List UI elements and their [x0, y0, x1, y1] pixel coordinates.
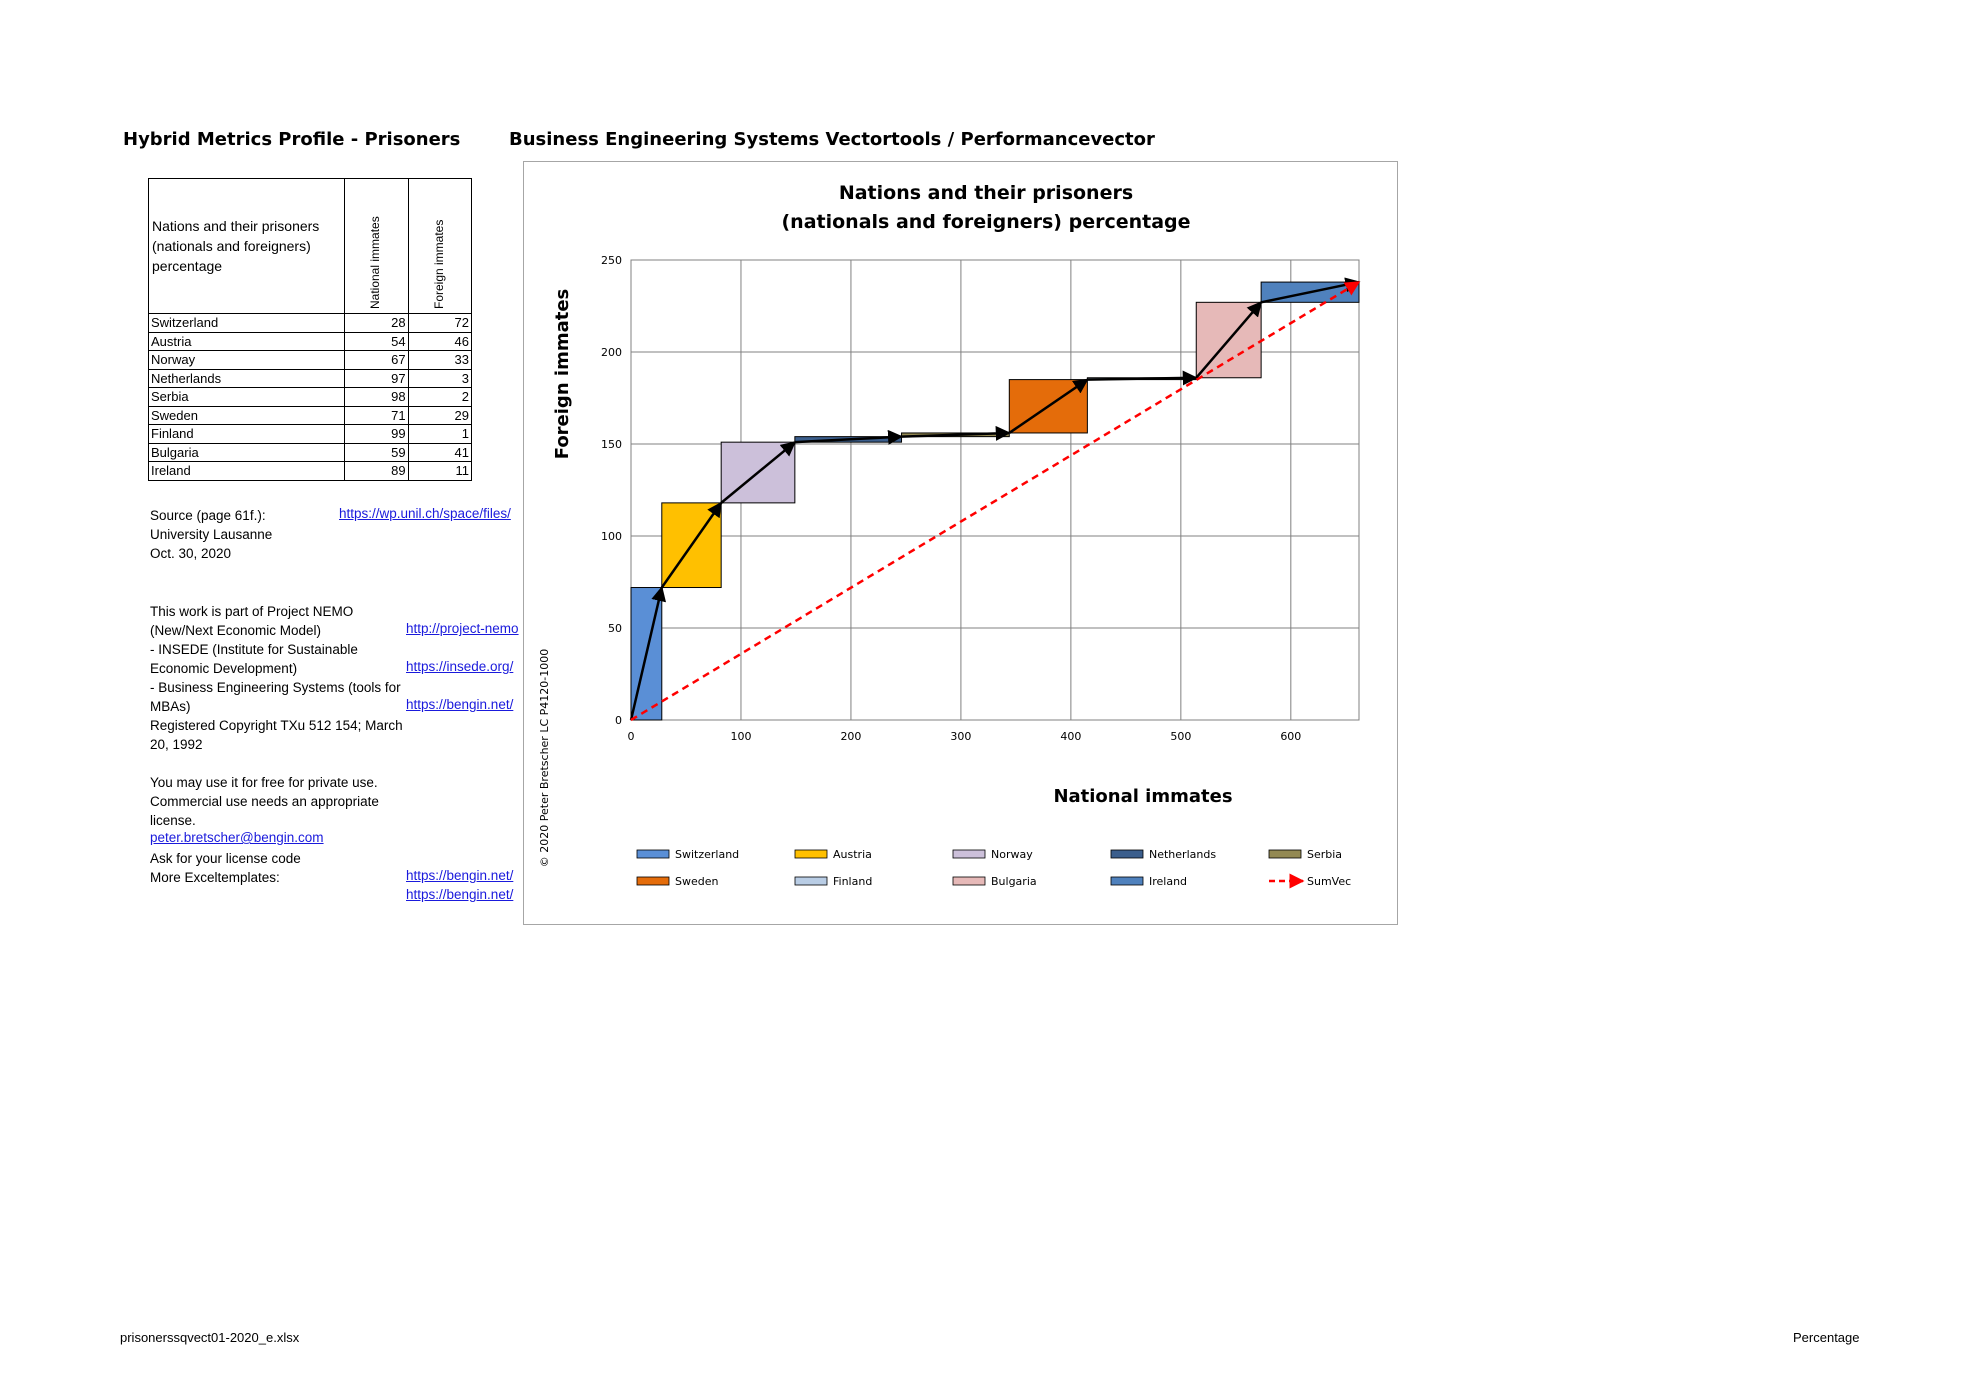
table-row [149, 462, 472, 481]
table-header-row [149, 179, 472, 314]
cell-country: Netherlands [149, 369, 345, 388]
more-templates-link-1[interactable]: https://bengin.net/ [406, 868, 514, 883]
cell-country: Finland [149, 425, 345, 444]
use-line3: license. [150, 813, 196, 828]
legend-label-netherlands: Netherlands [1149, 848, 1217, 861]
chart-svg [524, 162, 1397, 924]
y-tick-label: 100 [601, 530, 622, 543]
sheet-heading: Hybrid Metrics Profile - Prisoners [123, 129, 461, 150]
cell-national: 59 [345, 443, 408, 462]
cell-country: Bulgaria [149, 443, 345, 462]
table-row [149, 351, 472, 370]
y-tick-label: 150 [601, 438, 622, 451]
cell-country: Ireland [149, 462, 345, 481]
cell-foreign: 11 [408, 462, 471, 481]
table-row [149, 425, 472, 444]
footer-filename: prisonerssqvect01-2020_e.xlsx [120, 1330, 300, 1345]
x-tick-label: 100 [730, 730, 752, 743]
cell-national: 54 [345, 332, 408, 351]
cell-foreign: 29 [408, 406, 471, 425]
y-tick-label: 250 [601, 254, 622, 267]
email-link[interactable]: peter.bretscher@bengin.com [150, 830, 324, 845]
cell-foreign: 3 [408, 369, 471, 388]
chart-legend [637, 848, 1351, 888]
cell-foreign: 33 [408, 351, 471, 370]
cell-national: 98 [345, 388, 408, 407]
cell-country: Sweden [149, 406, 345, 425]
data-table [148, 178, 472, 481]
insede-link[interactable]: https://insede.org/ [406, 659, 514, 674]
bes-link[interactable]: https://bengin.net/ [406, 697, 514, 712]
legend-label-bulgaria: Bulgaria [991, 875, 1037, 888]
x-tick-label: 600 [1280, 730, 1302, 743]
legend-swatch-ireland [1111, 877, 1143, 885]
cell-country: Switzerland [149, 314, 345, 333]
source-link[interactable]: https://wp.unil.ch/space/files/ [339, 506, 511, 521]
table-title: Nations and their prisoners (nationals and foreigners) percentage [149, 179, 345, 314]
table-row [149, 332, 472, 351]
legend-label-finland: Finland [833, 875, 873, 888]
nemo-line1: This work is part of Project NEMO [150, 604, 354, 619]
chart-title-line2: (nationals and foreigners) percentage [781, 211, 1191, 233]
table-row [149, 443, 472, 462]
y-tick-label: 200 [601, 346, 622, 359]
x-tick-label: 400 [1060, 730, 1082, 743]
col-header-national: National immates [345, 179, 408, 314]
cell-national: 99 [345, 425, 408, 444]
footer-sheetname: Percentage [1793, 1330, 1860, 1345]
copyright-line2: 20, 1992 [150, 737, 203, 752]
copyright-line1: Registered Copyright TXu 512 154; March [150, 718, 403, 733]
cell-national: 89 [345, 462, 408, 481]
use-line2: Commercial use needs an appropriate [150, 794, 379, 809]
nemo-link[interactable]: http://project-nemo [406, 621, 519, 636]
chart-area [523, 161, 1398, 925]
ask-license: Ask for your license code [150, 851, 301, 866]
legend-label-norway: Norway [991, 848, 1033, 861]
chart-heading: Business Engineering Systems Vectortools / Performancevector [509, 129, 1155, 150]
cell-national: 28 [345, 314, 408, 333]
cell-national: 71 [345, 406, 408, 425]
use-line1: You may use it for free for private use. [150, 775, 378, 790]
legend-swatch-bulgaria [953, 877, 985, 885]
insede-line1: - INSEDE (Institute for Sustainable [150, 642, 358, 657]
legend-label-sumvec: SumVec [1307, 875, 1352, 888]
cell-country: Austria [149, 332, 345, 351]
x-tick-label: 200 [840, 730, 862, 743]
legend-label-sweden: Sweden [675, 875, 719, 888]
cell-foreign: 72 [408, 314, 471, 333]
bes-line1: - Business Engineering Systems (tools for [150, 680, 401, 695]
x-tick-label: 300 [950, 730, 972, 743]
cell-country: Norway [149, 351, 345, 370]
legend-swatch-netherlands [1111, 850, 1143, 858]
bes-line2: MBAs) [150, 699, 191, 714]
chart-copyright: © 2020 Peter Bretscher LC P4120-1000 [538, 648, 551, 868]
x-tick-label: 0 [627, 730, 635, 743]
cell-national: 97 [345, 369, 408, 388]
legend-label-ireland: Ireland [1149, 875, 1188, 888]
cell-foreign: 1 [408, 425, 471, 444]
source-label: Source (page 61f.): [150, 508, 266, 523]
legend-swatch-austria [795, 850, 827, 858]
col-header-foreign: Foreign immates [408, 179, 471, 314]
cell-country: Serbia [149, 388, 345, 407]
cell-foreign: 2 [408, 388, 471, 407]
more-templates-link-2[interactable]: https://bengin.net/ [406, 887, 514, 902]
cell-national: 67 [345, 351, 408, 370]
insede-line2: Economic Development) [150, 661, 298, 676]
cell-foreign: 46 [408, 332, 471, 351]
y-tick-label: 50 [608, 622, 622, 635]
table-row [149, 314, 472, 333]
legend-label-serbia: Serbia [1307, 848, 1343, 861]
cell-foreign: 41 [408, 443, 471, 462]
legend-swatch-serbia [1269, 850, 1301, 858]
table-row [149, 369, 472, 388]
table-row [149, 388, 472, 407]
x-axis-label: National immates [1053, 786, 1233, 807]
chart-title-line1: Nations and their prisoners [838, 182, 1134, 204]
y-axis-label: Foreign immates [552, 288, 573, 460]
more-templates-label: More Exceltemplates: [150, 870, 280, 885]
x-tick-label: 500 [1170, 730, 1192, 743]
legend-swatch-sweden [637, 877, 669, 885]
y-tick-label: 0 [615, 714, 622, 727]
source-date: Oct. 30, 2020 [150, 546, 232, 561]
legend-label-switzerland: Switzerland [675, 848, 740, 861]
source-org: University Lausanne [150, 527, 273, 542]
nemo-line2: (New/Next Economic Model) [150, 623, 322, 638]
legend-swatch-switzerland [637, 850, 669, 858]
legend-swatch-finland [795, 877, 827, 885]
legend-label-austria: Austria [833, 848, 872, 861]
legend-swatch-norway [953, 850, 985, 858]
table-row [149, 406, 472, 425]
